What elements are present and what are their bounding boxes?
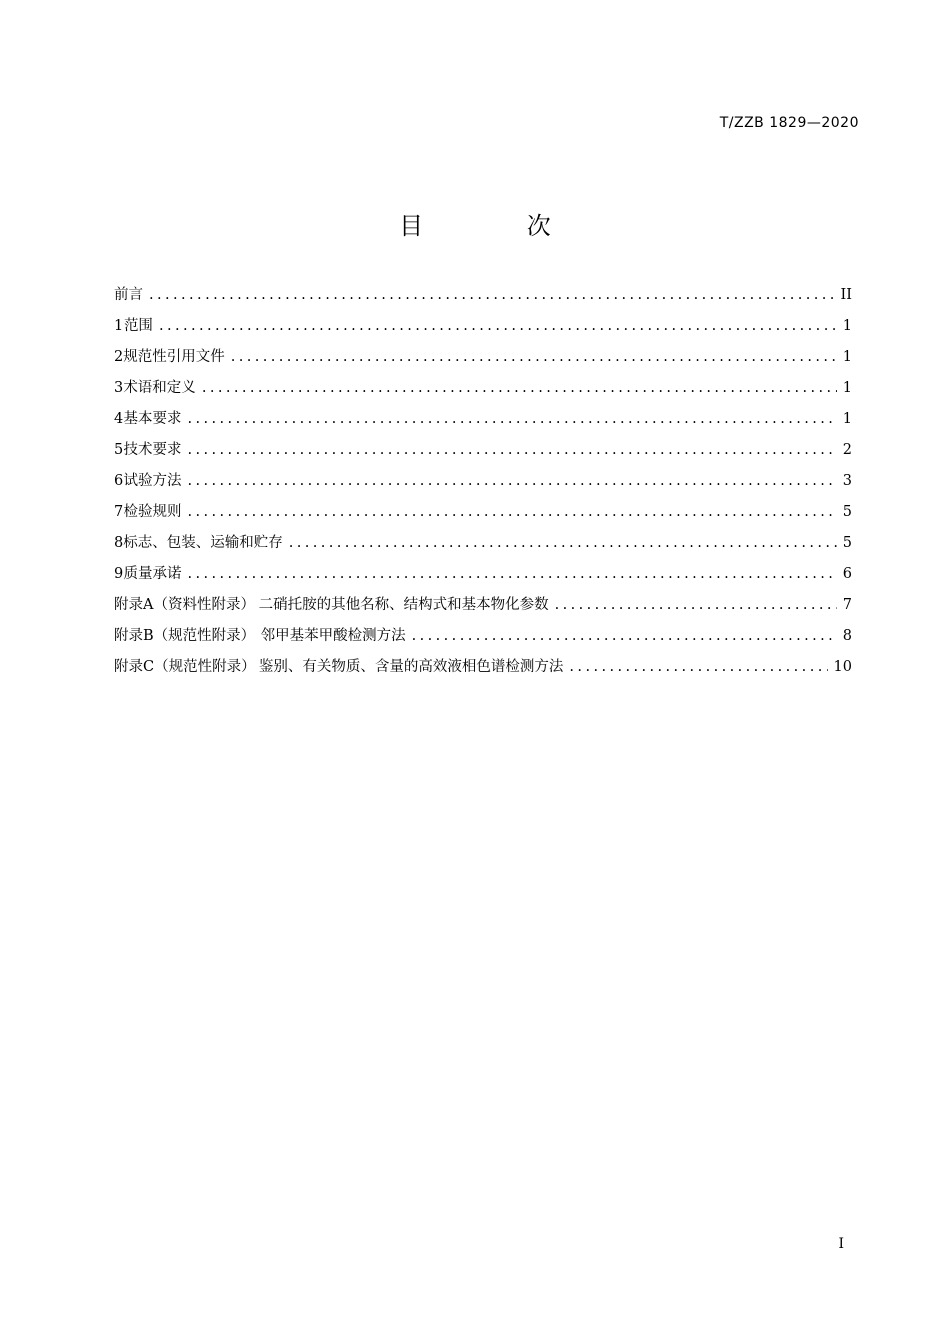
- document-code: T/ZZB 1829—2020: [719, 115, 859, 131]
- toc-leader-dots: [289, 535, 837, 551]
- toc-entry-number: 4: [114, 411, 124, 427]
- toc-appendix-label: 附录A（资料性附录）: [114, 597, 255, 613]
- toc-entry-label: 标志、包装、运输和贮存: [123, 535, 283, 551]
- toc-leader-dots: [202, 380, 837, 396]
- toc-entry-page: 1: [842, 411, 852, 427]
- toc-appendix-label: 附录C（规范性附录）: [114, 659, 256, 675]
- toc-title: 目 次: [399, 212, 599, 240]
- toc-entry-label: 检验规则: [123, 504, 182, 520]
- toc-entry-label: 试验方法: [123, 473, 182, 489]
- toc-entry-appendix-b[interactable]: [114, 624, 852, 655]
- toc-entry-number: 2: [114, 349, 124, 365]
- toc-entry-3[interactable]: [114, 376, 852, 407]
- toc-entry-5[interactable]: [114, 438, 852, 469]
- toc-leader-dots: [159, 318, 837, 334]
- toc-entry-page: 5: [842, 504, 852, 520]
- toc-entry-page: 5: [842, 535, 852, 551]
- toc-entry-label: 质量承诺: [123, 566, 182, 582]
- toc-entry-page: 7: [842, 597, 852, 613]
- toc-entry-8[interactable]: [114, 531, 852, 562]
- toc-entry-label: 基本要求: [123, 411, 182, 427]
- toc-leader-dots: [188, 442, 837, 458]
- toc-entry-number: 3: [114, 380, 124, 396]
- toc-entry-page: 1: [842, 349, 852, 365]
- toc-entry-number: 5: [114, 442, 124, 458]
- toc-entry-number: 1: [114, 318, 124, 334]
- toc-entry-number: 6: [114, 473, 124, 489]
- toc-appendix-title: 二硝托胺的其他名称、结构式和基本物化参数: [258, 597, 549, 613]
- page-number: I: [838, 1236, 844, 1252]
- toc-appendix-title: 邻甲基苯甲酸检测方法: [260, 628, 406, 644]
- toc-entry-label: 范围: [123, 318, 153, 334]
- toc-entry-label: 术语和定义: [123, 380, 196, 396]
- toc-entry-page: 3: [842, 473, 852, 489]
- toc-entry-page: 8: [842, 628, 852, 644]
- toc-entry-number: 7: [114, 504, 124, 520]
- toc-entry-page: 1: [842, 318, 852, 334]
- toc-appendix-label: 附录B（规范性附录）: [114, 628, 256, 644]
- toc-entry-number: 9: [114, 566, 124, 582]
- toc-entry-label: 规范性引用文件: [123, 349, 225, 365]
- toc-entry-9[interactable]: [114, 562, 852, 593]
- toc-entry-1[interactable]: [114, 314, 852, 345]
- toc-entry-page: 2: [842, 442, 852, 458]
- toc-leader-dots: [188, 473, 837, 489]
- toc-entry-foreword[interactable]: [114, 283, 852, 314]
- toc-entry-page: 6: [842, 566, 852, 582]
- toc-leader-dots: [412, 628, 837, 644]
- toc-entry-2[interactable]: [114, 345, 852, 376]
- toc-entry-label: 前言: [114, 287, 143, 303]
- toc-leader-dots: [569, 659, 827, 675]
- toc-entry-page: II: [840, 287, 852, 303]
- toc-entry-4[interactable]: [114, 407, 852, 438]
- toc-leader-dots: [188, 504, 837, 520]
- toc-entry-6[interactable]: [114, 469, 852, 500]
- toc-leader-dots: [188, 566, 837, 582]
- toc-list: [114, 283, 852, 686]
- toc-entry-page: 10: [833, 659, 852, 675]
- toc-entry-page: 1: [842, 380, 852, 396]
- toc-leader-dots: [231, 349, 837, 365]
- toc-entry-number: 8: [114, 535, 124, 551]
- toc-entry-appendix-a[interactable]: [114, 593, 852, 624]
- toc-entry-appendix-c[interactable]: [114, 655, 852, 686]
- toc-appendix-title: 鉴别、有关物质、含量的高效液相色谱检测方法: [258, 659, 564, 675]
- toc-entry-7[interactable]: [114, 500, 852, 531]
- toc-leader-dots: [188, 411, 837, 427]
- toc-leader-dots: [149, 287, 835, 303]
- toc-entry-label: 技术要求: [123, 442, 182, 458]
- toc-leader-dots: [555, 597, 837, 613]
